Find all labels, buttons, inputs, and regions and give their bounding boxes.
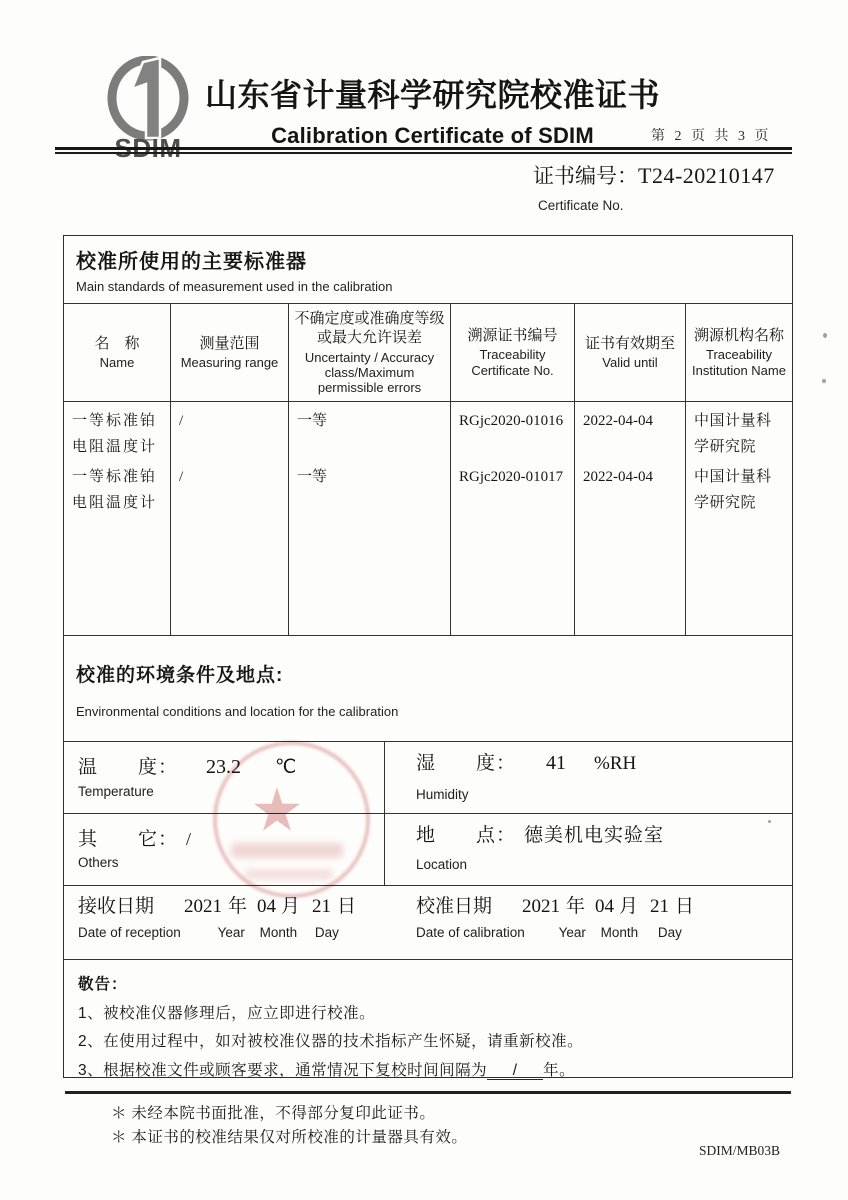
form-number: SDIM/MB03B <box>699 1143 781 1158</box>
col-header-traceability-institution: 溯源机构名称 Traceability Institution Name <box>692 327 786 378</box>
table-column-institution <box>686 402 792 635</box>
table-cell: / <box>179 469 184 485</box>
notice-item-2: 2、在使用过程中，如对被校准仪器的技术指标产生怀疑，请重新校准。 <box>78 1033 584 1050</box>
title-chinese: 山东省计量科学研究院校准证书 <box>205 77 661 113</box>
certificate-number-value: T24-20210147 <box>638 163 775 188</box>
certificate-number-label-zh: 证书编号： <box>533 164 638 188</box>
standards-title-zh: 校准所使用的主要标准器 <box>76 251 307 273</box>
table-cell: RGjc2020-01016 <box>459 413 564 429</box>
reception-month: 04 <box>257 896 277 917</box>
footer-note-2: ＊ 本证书的校准结果仅对所校准的计量器具有效。 <box>111 1129 468 1147</box>
humidity-label-en: Humidity <box>416 787 469 802</box>
divider-line <box>64 885 792 886</box>
scan-speck <box>822 379 826 383</box>
logo-text: SDIM <box>114 133 182 160</box>
col-header-traceability-cert-no: 溯源证书编号 Traceability Certificate No. <box>451 304 575 401</box>
temperature-value: 23.2 <box>206 756 242 778</box>
scan-speck <box>823 333 827 338</box>
notice-section <box>78 972 778 1080</box>
temperature-label-en: Temperature <box>78 784 154 799</box>
divider-line <box>64 959 792 960</box>
env-column-divider <box>384 741 385 885</box>
table-cell: 2022-04-04 <box>583 469 653 485</box>
footer-note-1: ＊ 未经本院书面批准，不得部分复印此证书。 <box>111 1105 436 1122</box>
table-column-valid-until <box>575 402 686 635</box>
divider-line <box>64 813 792 814</box>
standards-table-body <box>64 402 792 636</box>
reception-date-label-en: Date of reception Year Month Day <box>78 925 339 940</box>
table-cell: 中国计量科学研究院 <box>694 469 772 511</box>
table-cell: 2022-04-04 <box>583 413 653 429</box>
scan-speck <box>768 820 771 823</box>
standards-section-title <box>76 245 393 294</box>
table-cell: 一等 <box>297 413 328 429</box>
others-line: 其 它： / <box>78 829 192 850</box>
certificate-title-block <box>205 70 660 149</box>
table-cell: 一等 <box>297 469 328 485</box>
footer-rule <box>65 1091 791 1094</box>
environment-title-en: Environmental conditions and location for the calibration <box>76 704 399 719</box>
environment-section-title <box>76 660 398 719</box>
title-english: Calibration Certificate of SDIM <box>271 123 594 148</box>
col-header-measuring-range: 测量范围 Measuring range <box>171 304 289 401</box>
calibration-month: 04 <box>595 896 615 917</box>
table-column-grade <box>289 402 451 635</box>
standards-table-header <box>64 303 792 402</box>
calibration-date-line: 校准日期 2021 年 04 月 21 日 <box>416 896 695 917</box>
notice-item-1: 1、被校准仪器修理后，应立即进行校准。 <box>78 1004 376 1022</box>
certificate-number-label-en: Certificate No. <box>538 198 624 213</box>
table-cell: RGjc2020-01017 <box>459 469 564 485</box>
calibration-date-label-en: Date of calibration Year Month Day <box>416 925 682 940</box>
certificate-body-box <box>63 235 793 1078</box>
reception-date-line: 接收日期 2021 年 04 月 21 日 <box>78 896 357 917</box>
sdim-logo-icon <box>98 56 198 160</box>
col-header-uncertainty: 不确定度或准确度等级或最大允许误差 Uncertainty / Accuracy class/Maximum permissible errors <box>289 304 451 401</box>
humidity-value: 41 <box>546 752 567 774</box>
col-header-name: 名 称 Name <box>64 304 171 401</box>
certificate-number-line <box>533 160 775 190</box>
location-label-en: Location <box>416 857 468 872</box>
temperature-line: 温 度： 23.2 ℃ <box>78 756 297 778</box>
table-cell: 中国计量科学研究院 <box>694 413 772 455</box>
environment-title-zh: 校准的环境条件及地点: <box>76 665 284 686</box>
location-line: 地 点： 德美机电实验室 <box>416 820 664 847</box>
others-label-en: Others <box>78 855 119 870</box>
standards-title-en: Main standards of measurement used in the calibration <box>76 279 393 294</box>
table-cell: 一等标准铂电阻温度计 <box>72 413 158 455</box>
header-double-rule <box>55 147 792 154</box>
humidity-unit: %RH <box>594 753 637 774</box>
reception-day: 21 <box>312 896 332 917</box>
table-cell: / <box>179 413 184 429</box>
reception-year: 2021 <box>184 896 223 917</box>
divider-line <box>64 741 792 742</box>
table-column-range <box>171 402 289 635</box>
humidity-line: 湿 度： 41 %RH <box>416 752 637 774</box>
notice-title: 敬告： <box>78 976 128 993</box>
temperature-unit: ℃ <box>275 757 297 778</box>
notice-item-3: 3、根据校准文件或顾客要求，通常情况下复校时间间隔为 / 年。 <box>78 1061 576 1079</box>
col-header-valid-until: 证书有效期至 Valid until <box>575 304 686 401</box>
others-value: / <box>186 829 192 849</box>
footer-notes <box>111 1102 467 1150</box>
calibration-day: 21 <box>650 896 670 917</box>
table-column-name <box>64 402 171 635</box>
recalibration-interval-blank: / <box>487 1063 543 1080</box>
table-column-cert-no <box>451 402 575 635</box>
calibration-year: 2021 <box>522 896 561 917</box>
table-cell: 一等标准铂电阻温度计 <box>72 469 158 511</box>
location-value: 德美机电实验室 <box>524 825 665 846</box>
page-number: 第 2 页 共 3 页 <box>651 129 772 144</box>
